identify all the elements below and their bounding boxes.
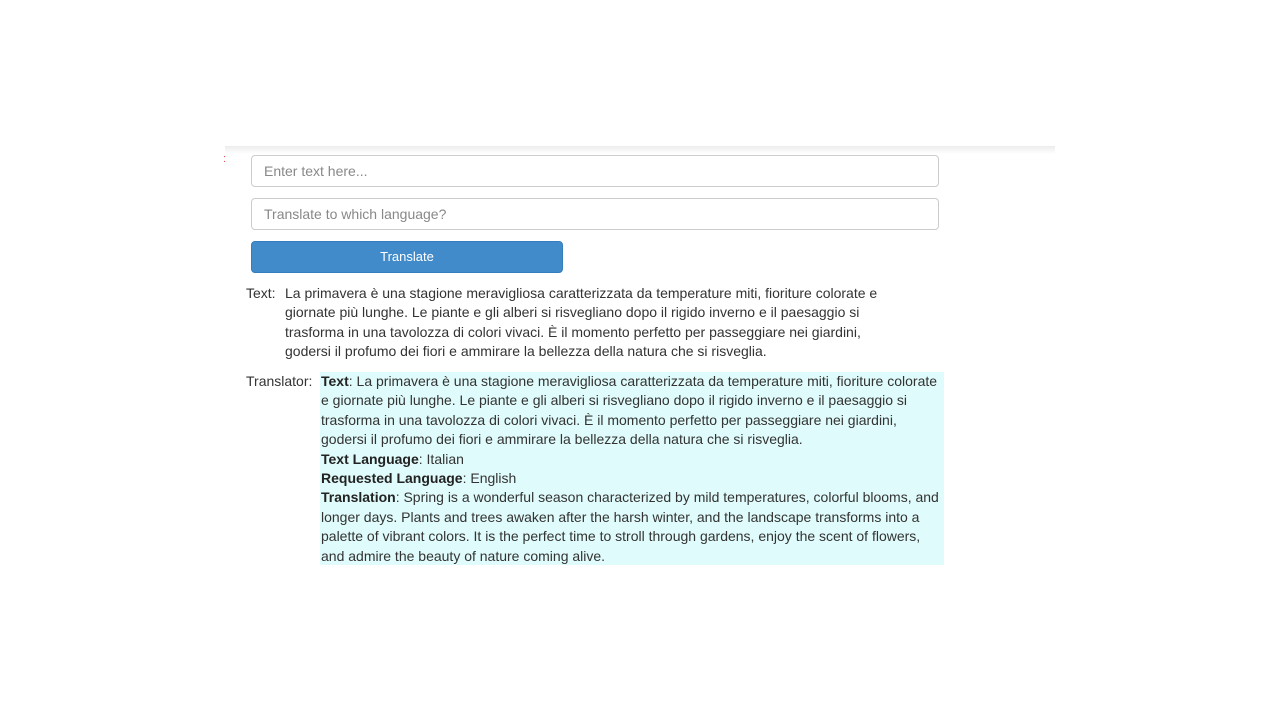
translator-text-row (321, 372, 943, 450)
requested-language-key: Requested Language (321, 470, 463, 487)
red-marker: : (223, 153, 227, 165)
translator-requested-language-row (321, 469, 943, 488)
header-shadow (225, 146, 1055, 154)
translation-key: Translation (321, 489, 396, 506)
language-input[interactable] (251, 198, 939, 230)
translation-value: : Spring is a wonderful season characterized by mild temperatures, colorful blooms, and longer days. Plants and trees awaken after the harsh winter, and the landscape transforms into a palette of vibrant colors. It is the perfect time to stroll through gardens, enjoy the scent of flowers, and admire the beauty of nature coming alive. (321, 489, 939, 564)
translator-text-language-row (321, 450, 943, 469)
text-language-value: : Italian (418, 450, 464, 467)
requested-language-value: : English (462, 470, 517, 487)
translator-label: Translator: (246, 373, 313, 389)
translator-translation-row (321, 488, 943, 566)
source-text: La primavera è una stagione meravigliosa caratterizzata da temperature miti, fioriture colorate e giornate più lunghe. Le piante e gli alberi si risvegliano dopo il rigido inverno e il paesaggio si trasforma in una tavolozza di colori vivaci. È il momento perfetto per passeggiare nei giardini, godersi il profumo dei fiori e ammirare la bellezza della natura che si risveglia. (285, 285, 878, 360)
text-label: Text: (246, 285, 276, 301)
translate-button[interactable]: Translate (251, 241, 563, 273)
text-value: : La primavera è una stagione meravigliosa caratterizzata da temperature miti, fioriture colorate e giornate più lunghe. Le piante e gli alberi si risvegliano dopo il rigido inverno e il paesaggio si trasforma in una tavolozza di colori vivaci. È il momento perfetto per passeggiare nei giardini, godersi il profumo dei fiori e ammirare la bellezza della natura che si risveglia. (321, 373, 938, 448)
text-language-key: Text Language (321, 450, 419, 467)
translator-result (320, 372, 944, 565)
text-input[interactable] (251, 155, 939, 187)
text-key: Text (321, 373, 349, 389)
